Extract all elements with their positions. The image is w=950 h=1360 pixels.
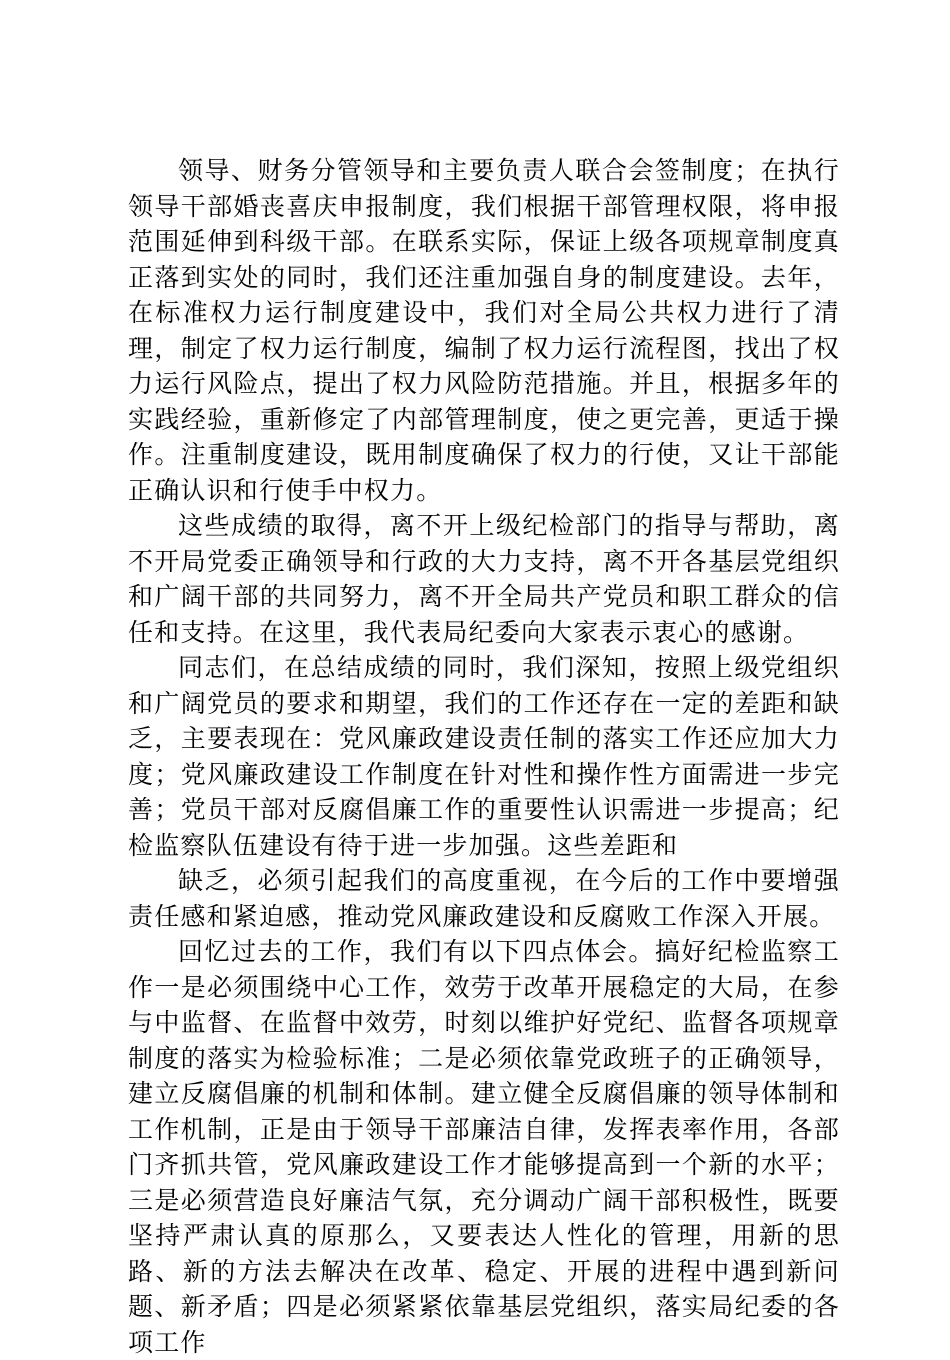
paragraph-2: 这些成绩的取得，离不开上级纪检部门的指导与帮助，离不开局党委正确领导和行政的大力支持，离不开各基层党组织和广阔干部的共同努力，离不开全局共产党员和职工群众的信任和支持。在这里，我代表局纪委向大家表示衷心的感谢。	[128, 511, 840, 647]
paragraph-5: 回忆过去的工作，我们有以下四点体会。搞好纪检监察工作一是必须围绕中心工作，效劳于改革开展稳定的大局，在参与中监督、在监督中效劳，时刻以维护好党纪、监督各项规章制度的落实为检验标准；二是必须依靠党政班子的正确领导，建立反腐倡廉的机制和体制。建立健全反腐倡廉的领导体制和工作机制，正是由于领导干部廉洁自律，发挥表率作用，各部门齐抓共管，党风廉政建设工作才能够提高到一个新的水平；三是必须营造良好廉洁气氛，充分调动广阔干部积极性，既要坚持严肃认真的原那么，又要表达人性化的管理，用新的思路、新的方法去解决在改革、稳定、开展的进程中遇到新问题、新矛盾；四是必须紧紧依靠基层党组织，落实局纪委的各项工作	[128, 937, 840, 1357]
document-body	[128, 153, 840, 1360]
paragraph-3: 同志们，在总结成绩的同时，我们深知，按照上级党组织和广阔党员的要求和期望，我们的工作还存在一定的差距和缺乏，主要表现在：党风廉政建设责任制的落实工作还应加大力度；党风廉政建设工作制度在针对性和操作性方面需进一步完善；党员干部对反腐倡廉工作的重要性认识需进一步提高；纪检监察队伍建设有待于进一步加强。这些差距和	[128, 653, 840, 860]
paragraph-4: 缺乏，必须引起我们的高度重视，在今后的工作中要增强责任感和紧迫感，推动党风廉政建设和反腐败工作深入开展。	[128, 866, 840, 931]
paragraph-1: 领导、财务分管领导和主要负责人联合会签制度；在执行领导干部婚丧喜庆申报制度，我们根据干部管理权限，将申报范围延伸到科级干部。在联系实际，保证上级各项规章制度真正落到实处的同时，我们还注重加强自身的制度建设。去年，在标准权力运行制度建设中，我们对全局公共权力进行了清理，制定了权力运行制度，编制了权力运行流程图，找出了权力运行风险点，提出了权力风险防范措施。并且，根据多年的实践经验，重新修定了内部管理制度，使之更完善，更适于操作。注重制度建设，既用制度确保了权力的行使，又让干部能正确认识和行使手中权力。	[128, 156, 840, 505]
